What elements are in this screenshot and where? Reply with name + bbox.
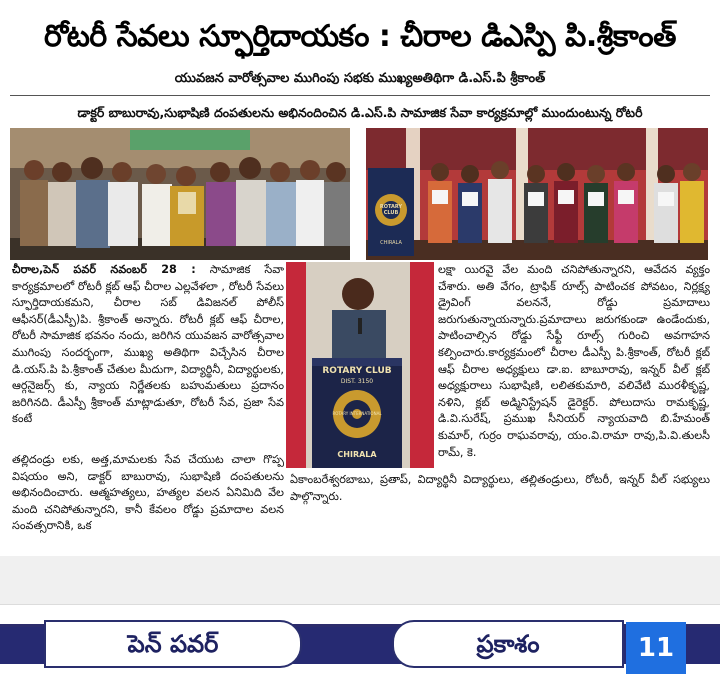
secondary-subheadline: డాక్టర్ బాబురావు,సుభాషిణి దంపతులను అభినందించిన డి.ఎస్.పి సామాజిక సేవా కార్యక్రమాల్లో ముందుంటున్న రోటరీ [77,105,643,120]
dateline: చీరాల,పెన్ పవర్ నవంబర్ 28 : [12,263,196,276]
newspaper-name-tab [44,620,302,668]
banner-sign-line1: ROTARY CLUB [379,204,403,216]
podium-sign-district: DIST. 3150 [340,378,374,385]
article-column-3-lower [290,472,710,512]
award-ceremony-photo [10,128,350,260]
podium-rotary-emblem: ROTARY INTERNATIONAL [332,411,382,416]
page-gap [0,544,720,554]
podium-sign-title: ROTARY CLUB [322,366,392,376]
dsp-speech-photo [286,262,434,468]
subheadline: యువజన వారోత్సవాల ముగింపు సభకు ముఖ్యఅతిథిగా డి.ఎస్.పి శ్రీకాంత్ [174,71,546,86]
headline: రోటరీ సేవలు స్ఫూర్తిదాయకం : చీరాల డిఎస్పి పి.శ్రీకాంత్ [44,19,676,54]
article-column-1 [12,262,284,452]
divider-rule [10,95,710,96]
podium-sign-city: CHIRALA [337,450,377,459]
district-name: ప్రకాశం [476,630,540,658]
article-body-col3-lower: ఏకాంబరేశ్వరబాబు, ప్రతాప్, విద్యార్థినీ విద్యార్థులు, తల్లితండ్రులు, రోటరీ, ఇన్నర్ వీల్ సభ్యులు పాల్గొన్నారు. [290,473,710,503]
separator-line [0,604,720,605]
newspaper-name: పెన్ పవర్ [127,630,219,658]
district-name-tab [392,620,624,668]
article-body-col3-upper: లక్షా యిరవై వేల మంది చనిపోతున్నారని, ఆవేదన వ్యక్తం చేశారు. అతి వేగం, ట్రాఫిక్ రూల్స్ పాటించక పోవటం, నిర్లక్ష్య డ్రైవింగ్ వలననే, రోడ్డు ప్రమాదాలు జరుగుతున్నాయన్నారు.ప్రమాదాలు జరుగకుండా ఉండేందుకు, పాటించాల్సిన రోడ్డు సేఫ్టీ రూల్స్ గురించి అవగాహన కల్పించారు.కార్యక్రమంలో చీరాల డీఎస్పీ పి.శ్రీకాంత్, రోటరీ క్లబ్ ఆఫ్ చీరాల అధ్యక్షులు డా.ఐ. బాబూరావు, ఇన్నర్ వీల్ క్లబ్ అధ్యక్షురాలు సుభాషిణి, లలితకుమారి, వలివేటి మురళీకృష్ణ, నళిని, క్లబ్ అడ్మినిస్ట్రేషన్ డైరెక్టర్. పోలుదాసు రామకృష్ణ, డి.వి.సురేష్, ప్రముఖ సీనియర్ న్యాయవాది బి.హేమంత్ కుమార్, గుర్రం రాఘవరావు, యం.వి.రామా రావు,పి.వి.తులసీ రామ్, కె. [438,263,710,459]
article-column-1-lower [12,452,284,542]
students-certificates-photo [366,128,708,260]
banner-sign-line2: CHIRALA [380,240,402,246]
page-separator [0,556,720,604]
banner-sign [372,204,410,216]
article-body-col1-lower: తల్లిదండ్రు లకు, అత్త,మామలకు సేవ చేయుట చాలా గొప్ప విషయం అని, డాక్టర్ బాబురావు, సుభాషిణి దంపతులను అభినందించారు. ఆత్మహత్యలు, హత్యల వలన ఏనిమిది వేల మంది చనిపోతున్నారని, కానీ కేవలం రోడ్డు ప్రమాదాల వలన సంవత్సరానికి, ఒక [12,453,284,533]
article-column-3 [438,262,710,470]
page-number: 11 [626,622,686,674]
article-body-col1-upper: సామాజిక సేవా కార్యక్రమాలలో రోటరీ క్లబ్ ఆఫ్ చీరాల ఎల్లవేళలా , రోటరీ సేవలు స్ఫూర్తిదాయకమని, చీరాల సబ్ డివిజనల్ పోలీస్ ఆఫీసర్(డీఎస్పీ)పి. శ్రీకాంత్ అన్నారు. రోటరీ క్లబ్ ఆఫ్ చీరాల, రోటరీ సామాజిక భవనం నందు, జరిగిన యువజన వారోత్సవాల ముగింపు సందర్భంగా, ముఖ్య అతిథిగా విచ్చేసిన చీరాల డి.యస్.పి పి.శ్రీకాంత్ చేతుల మీదుగా, విద్యార్థినీ, విద్యార్థులకు, ఆర్గనైజర్స్ కు, న్యాయ నిర్ణేతలకు బహుమతులు ప్రదానం జరిగినది. డీఎస్పీ శ్రీకాంత్ మాట్లాడుతూ, రోటరీ సేవ, ప్రజా సేవ కంటే [12,263,284,426]
